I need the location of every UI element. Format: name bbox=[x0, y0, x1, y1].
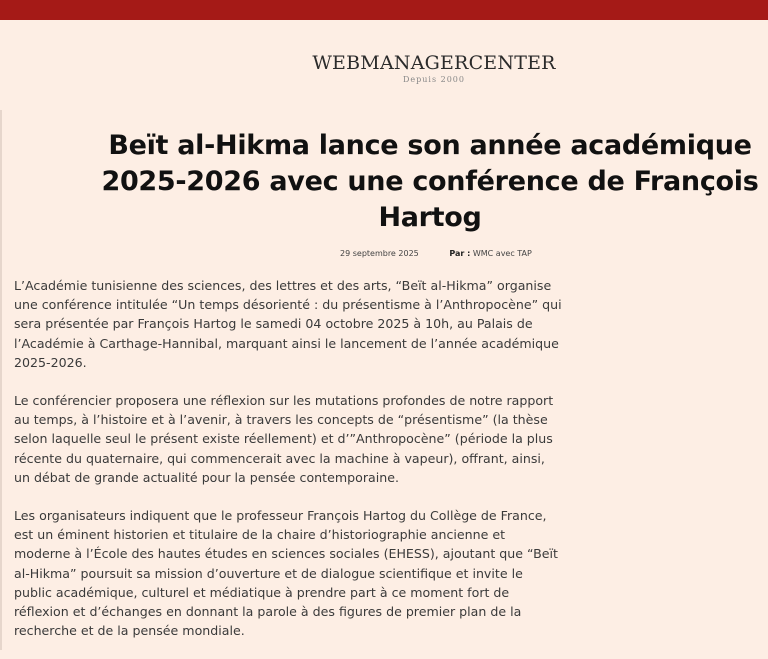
article-paragraph: Le conférencier proposera une réflexion sur les mutations profondes de notre rapport au temps, à l’histoire et à l’avenir, à travers les concepts de “présentisme” (la thèse selon laquelle seul le présent existe réellement) et d’”Anthropocène” (période la plus récente du quaternaire, qui commencerait avec la machine à vapeur), offrant, ainsi, un débat de grande actualité pour la pensée contemporaine. bbox=[14, 393, 554, 485]
article-headline: Beït al-Hikma lance son année académique 2025-2026 avec une conférence de François Hartog bbox=[101, 130, 759, 233]
article-author: WMC avec TAP bbox=[472, 249, 532, 258]
article-paragraph: L’Académie tunisienne des sciences, des lettres et des arts, “Beït al-Hikma” organise une conférence intitulée “Un temps désorienté : du présentisme à l’Anthropocène” qui sera présentée par François Hartog le samedi 04 octobre 2025 à 10h, au Palais de l’Académie à Carthage-Hannibal, marquant ainsi le lancement de l’année académique 2025-2026. bbox=[14, 278, 562, 370]
site-name: WEBMANAGERCENTER bbox=[312, 52, 556, 74]
article-paragraph: Les organisateurs indiquent que le professeur François Hartog du Collège de France, est un éminent historien et titulaire de la chaire d’historiographie ancienne et moderne à l’École des hautes études en sciences sociales (EHESS), ajoutant que “Beït al-Hikma” poursuit sa mission d’ouverture et de dialogue scientifique et invite le public académique, culturel et médiatique à prendre part à ce moment fort de réflexion et d’échanges en donnant la parole à des figures de premier plan de la recherche et de la pensée mondiale. bbox=[14, 508, 558, 639]
article-meta bbox=[340, 249, 532, 258]
masthead bbox=[0, 52, 768, 86]
top-bar bbox=[0, 0, 768, 20]
left-divider bbox=[0, 110, 2, 650]
article-date: 29 septembre 2025 bbox=[340, 249, 419, 258]
site-tagline: Depuis 2000 bbox=[402, 75, 465, 84]
article-body bbox=[14, 276, 564, 659]
site-logo[interactable] bbox=[312, 52, 555, 85]
author-label: Par : bbox=[449, 249, 471, 258]
